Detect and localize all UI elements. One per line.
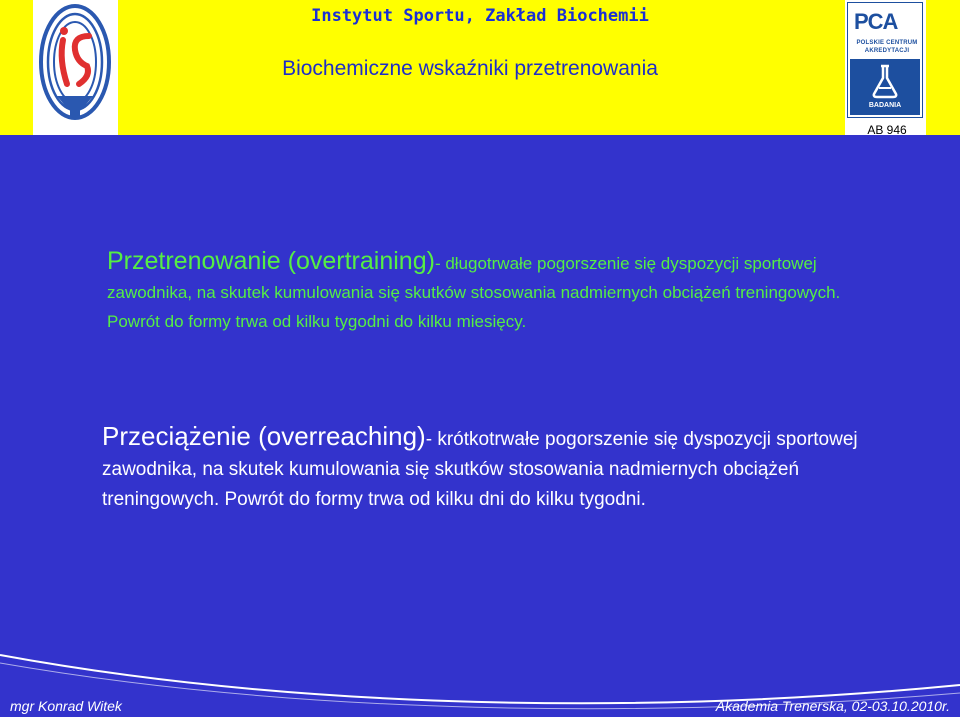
pca-logo-text: PCA [854,9,898,34]
institute-logo [33,0,118,135]
definition-term: Przeciążenie (overreaching) [102,421,426,451]
footer-author: mgr Konrad Witek [10,698,122,714]
pca-badge-panel [850,59,920,115]
definition-term: Przetrenowanie (overtraining) [107,247,435,275]
accreditation-number: AB 946 [867,123,907,137]
pca-logo-box [847,2,923,118]
institute-sport-logo-icon [33,0,118,135]
footer-event: Akademia Trenerska, 02-03.10.2010r. [715,698,950,714]
accreditation-badge [845,0,926,135]
header-bar [0,0,960,135]
definition-overreaching [102,421,892,515]
definition-text: - długotrwałe pogorszenie się dyspozycji sportowej zawodnika, na skutek kumulowania się skutków stosowania nadmiernych obciążeń treningowych. Powrót do formy trwa od kilku tygodni do kilku miesięcy. [107,254,841,331]
pca-line-1: POLSKIE CENTRUM [856,40,918,46]
definition-text: - krótkotrwałe pogorszenie się dyspozycji sportowej zawodnika, na skutek kumulowania się skutków stosowania nadmiernych obciążeń treningowych. Powrót do formy trwa od kilku dni do kilku tygodni. [102,429,858,510]
slide-title: Biochemiczne wskaźniki przetrenowania [282,57,658,80]
institute-name: Instytut Sportu, Zakład Biochemii [311,6,649,26]
pca-badge-label: BADANIA [868,102,902,109]
definition-overtraining [107,247,867,336]
pca-line-2: AKREDYTACJI [864,48,910,54]
laboratory-flask-icon [871,62,899,100]
